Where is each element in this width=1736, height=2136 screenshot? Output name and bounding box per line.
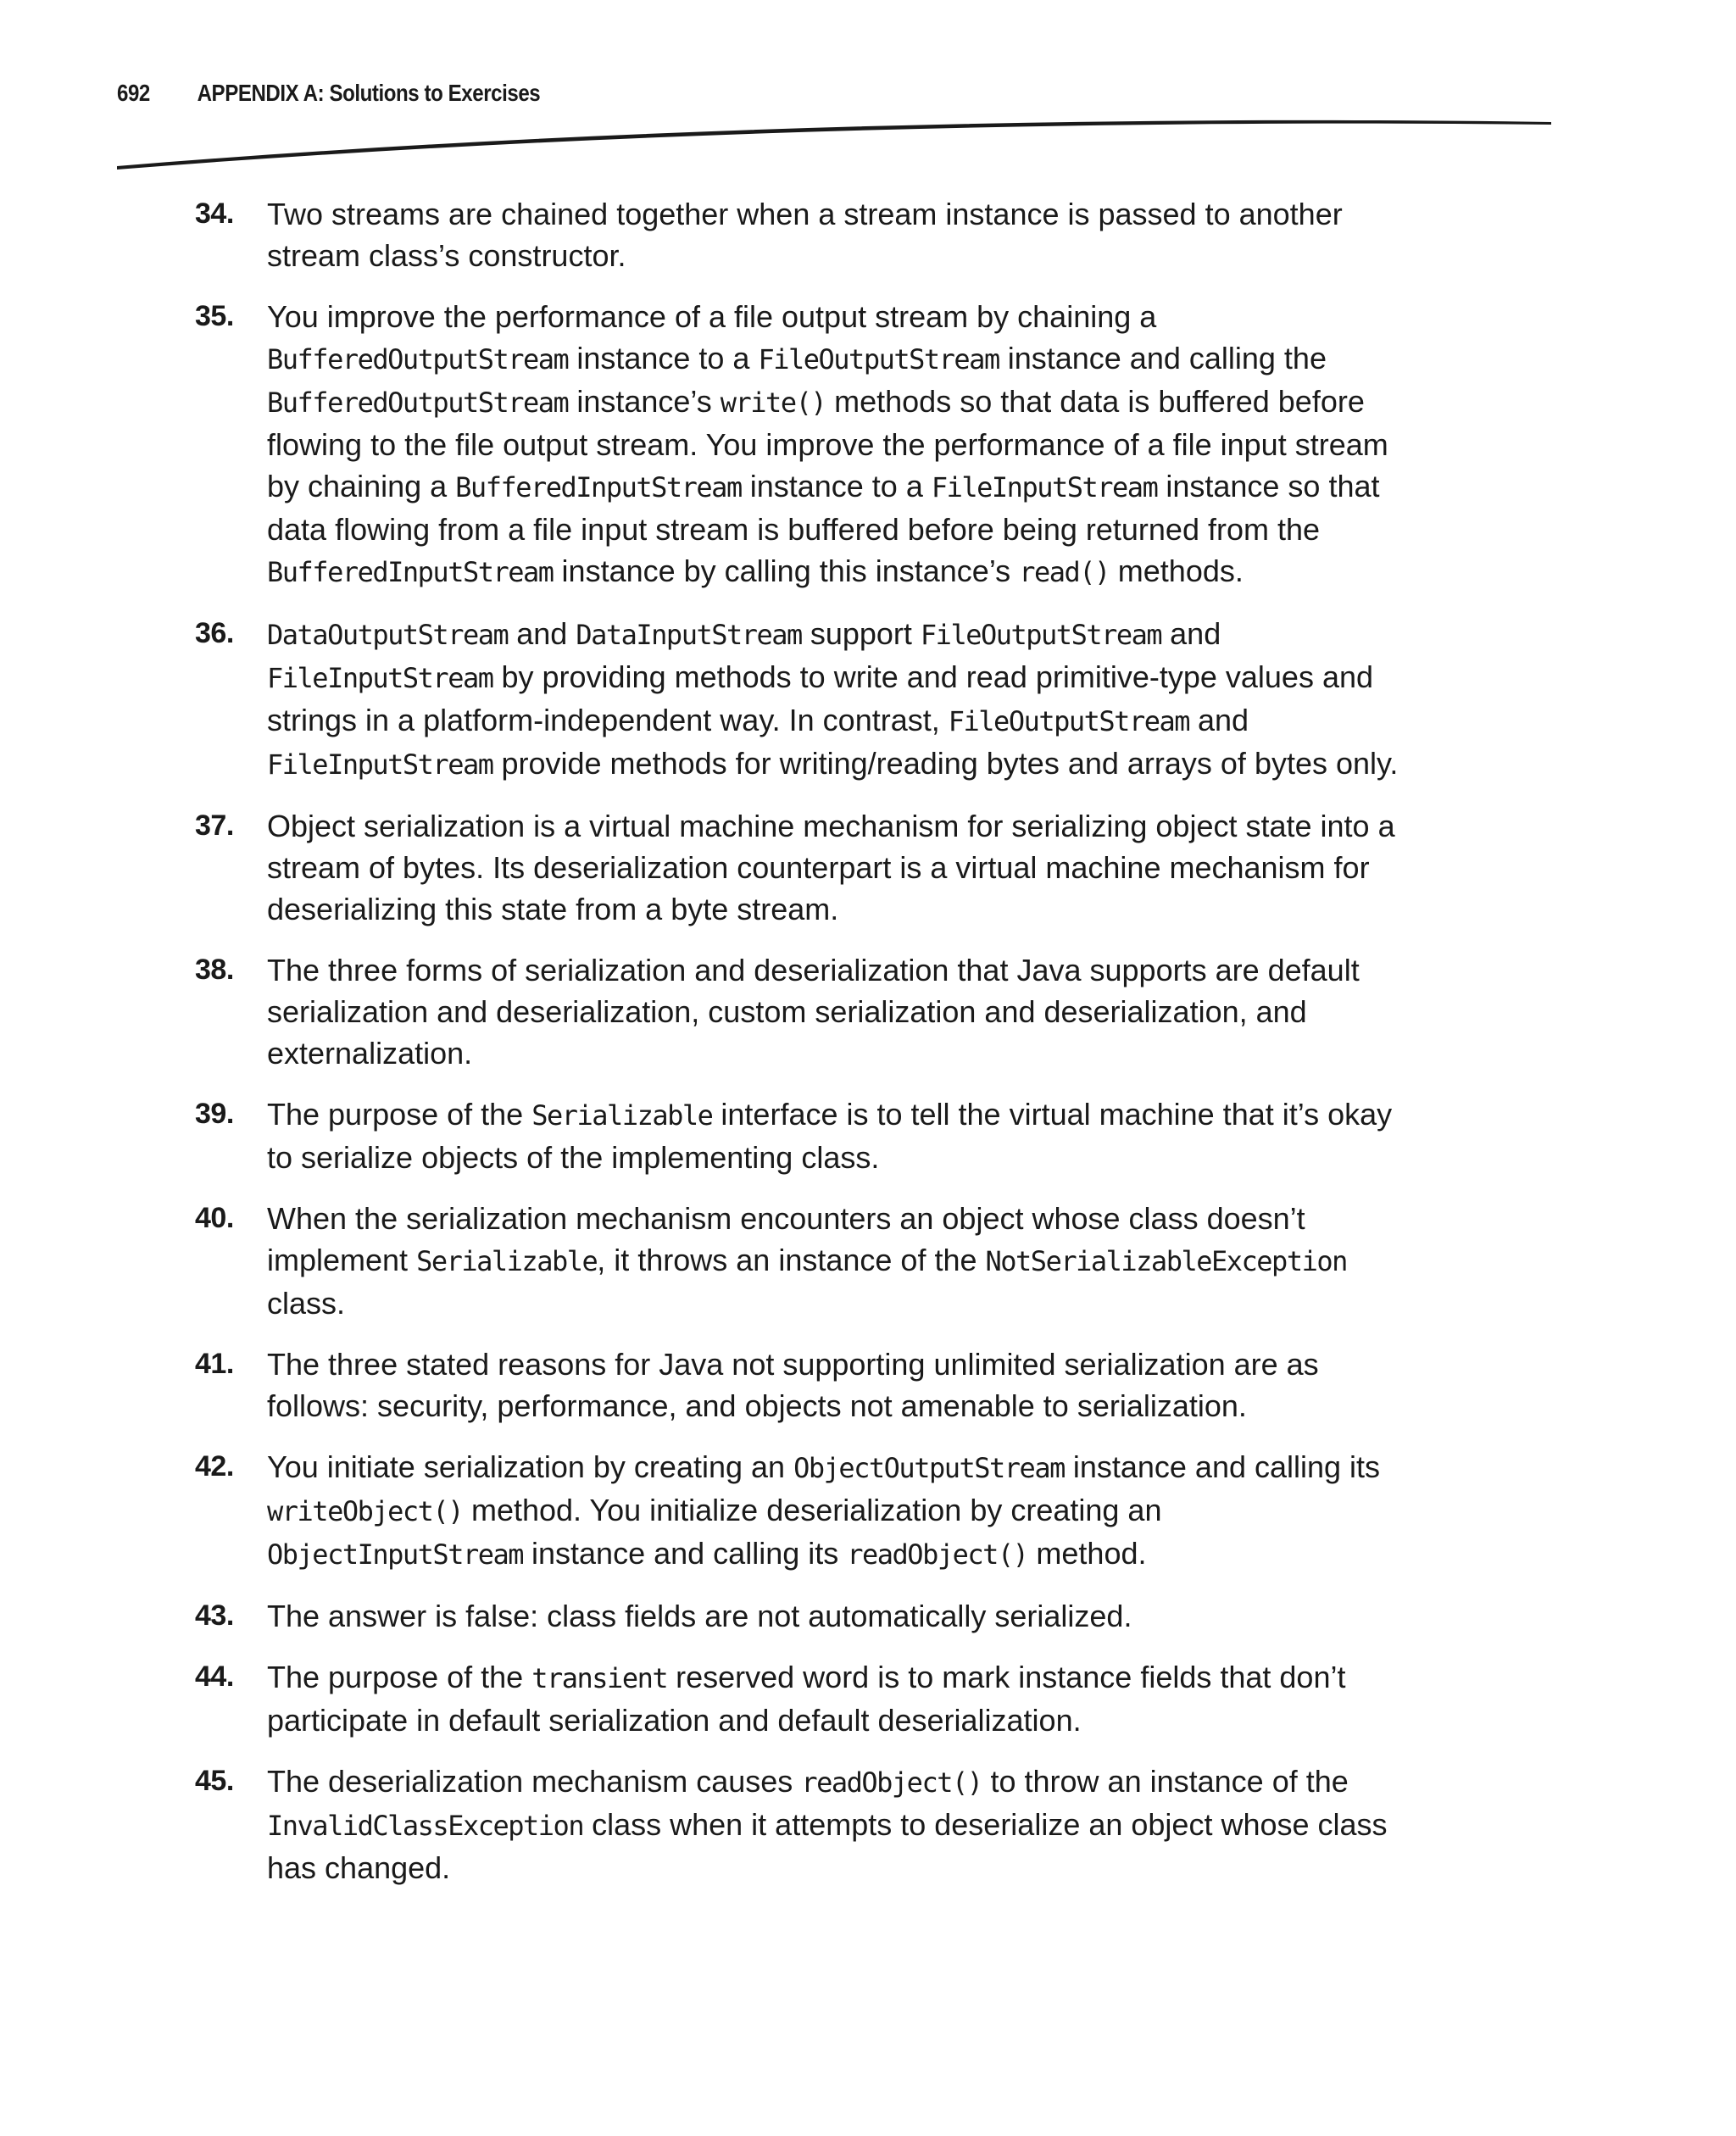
code-term: write() xyxy=(720,387,826,419)
answer-34: 34. Two streams are chained together when a stream instance is passed to another stream class’s constructor. xyxy=(195,193,1399,276)
answer-number: 35. xyxy=(195,300,234,332)
code-term: BufferedOutputStream xyxy=(267,387,569,419)
code-term: FileOutputStream xyxy=(758,343,999,375)
code-term: read() xyxy=(1019,556,1110,588)
answer-number: 42. xyxy=(195,1450,234,1482)
answer-number: 40. xyxy=(195,1202,234,1234)
answer-number: 34. xyxy=(195,197,234,230)
answer-37: 37. Object serialization is a virtual machine mechanism for serializing object state into a stream of bytes. Its deserialization counterpart is a virtual machine mechanism for deserializing this state from a byte stream. xyxy=(195,805,1399,930)
answer-38: 38. The three forms of serialization and deserialization that Java supports are default serialization and deserialization, custom serialization and deserialization, and externalization. xyxy=(195,949,1399,1074)
code-term: readObject() xyxy=(801,1766,982,1799)
answer-number: 36. xyxy=(195,617,234,649)
answer-43: 43. The answer is false: class fields are not automatically serialized. xyxy=(195,1595,1399,1637)
code-term: NotSerializableException xyxy=(985,1245,1347,1277)
code-term: FileInputStream xyxy=(931,471,1158,503)
header-swoosh-rule xyxy=(0,108,1736,176)
answer-39: 39. The purpose of the Serializable interface is to tell the virtual machine that it’s okay to serialize objects of the implementing class. xyxy=(195,1093,1399,1178)
code-term: readObject() xyxy=(847,1538,1028,1571)
running-head-title: APPENDIX A: Solutions to Exercises xyxy=(197,80,541,106)
answer-number: 41. xyxy=(195,1348,234,1380)
running-head xyxy=(117,80,540,107)
answer-number: 43. xyxy=(195,1599,234,1632)
answer-35: 35. You improve the performance of a file output stream by chaining a BufferedOutputStream instance to a FileOutputStream instance and calling the BufferedOutputStream instance’s write() methods so that data is buffered before flowing to the file output stream. You improve the performance of a file input stream by chaining a BufferedInputStream instance to a FileInputStream instance so that data flowing from a file input stream is buffered before being returned from the BufferedInputStream instance by calling this instance’s read() methods. xyxy=(195,296,1399,593)
code-term: ObjectOutputStream xyxy=(793,1452,1065,1484)
code-term: FileInputStream xyxy=(267,662,493,694)
page-number: 692 xyxy=(117,80,150,106)
answer-number: 45. xyxy=(195,1765,234,1797)
answer-42: 42. You initiate serialization by creating an ObjectOutputStream instance and calling its writeObject() method. You initialize deserialization by creating an ObjectInputStream instance and calling its readObject() method. xyxy=(195,1446,1399,1576)
code-term: DataOutputStream xyxy=(267,619,509,651)
answer-40: 40. When the serialization mechanism encounters an object whose class doesn’t implement Serializable, it throws an instance of the NotSerializableException class. xyxy=(195,1198,1399,1324)
answer-number: 37. xyxy=(195,809,234,842)
code-term: FileOutputStream xyxy=(948,705,1189,737)
code-term: BufferedOutputStream xyxy=(267,343,569,375)
answer-number: 44. xyxy=(195,1660,234,1693)
code-term: FileInputStream xyxy=(267,748,493,781)
answer-44: 44. The purpose of the transient reserved word is to mark instance fields that don’t participate in default serialization and default deserialization. xyxy=(195,1656,1399,1741)
code-term: BufferedInputStream xyxy=(455,471,742,503)
answer-number: 38. xyxy=(195,954,234,986)
code-term: Serializable xyxy=(531,1099,713,1132)
answer-number: 39. xyxy=(195,1098,234,1130)
answer-list xyxy=(195,193,1399,1908)
code-term: ObjectInputStream xyxy=(267,1538,524,1571)
code-term: writeObject() xyxy=(267,1495,463,1527)
answer-45: 45. The deserialization mechanism causes readObject() to throw an instance of the InvalidClassException class when it attempts to deserialize an object whose class has changed. xyxy=(195,1761,1399,1888)
code-term: BufferedInputStream xyxy=(267,556,554,588)
code-term: DataInputStream xyxy=(576,619,802,651)
code-term: InvalidClassException xyxy=(267,1810,584,1842)
answer-41: 41. The three stated reasons for Java not supporting unlimited serialization are as follows: security, performance, and objects not amenable to serialization. xyxy=(195,1343,1399,1427)
code-term: Serializable xyxy=(416,1245,598,1277)
code-term: FileOutputStream xyxy=(920,619,1162,651)
code-term: transient xyxy=(531,1662,668,1694)
answer-36: 36. DataOutputStream and DataInputStream support FileOutputStream and FileInputStream by providing methods to write and read primitive-type values and strings in a platform-independent way. In contrast, FileOutputStream and FileInputStream provide methods for writing/reading bytes and arrays of bytes only. xyxy=(195,613,1399,786)
